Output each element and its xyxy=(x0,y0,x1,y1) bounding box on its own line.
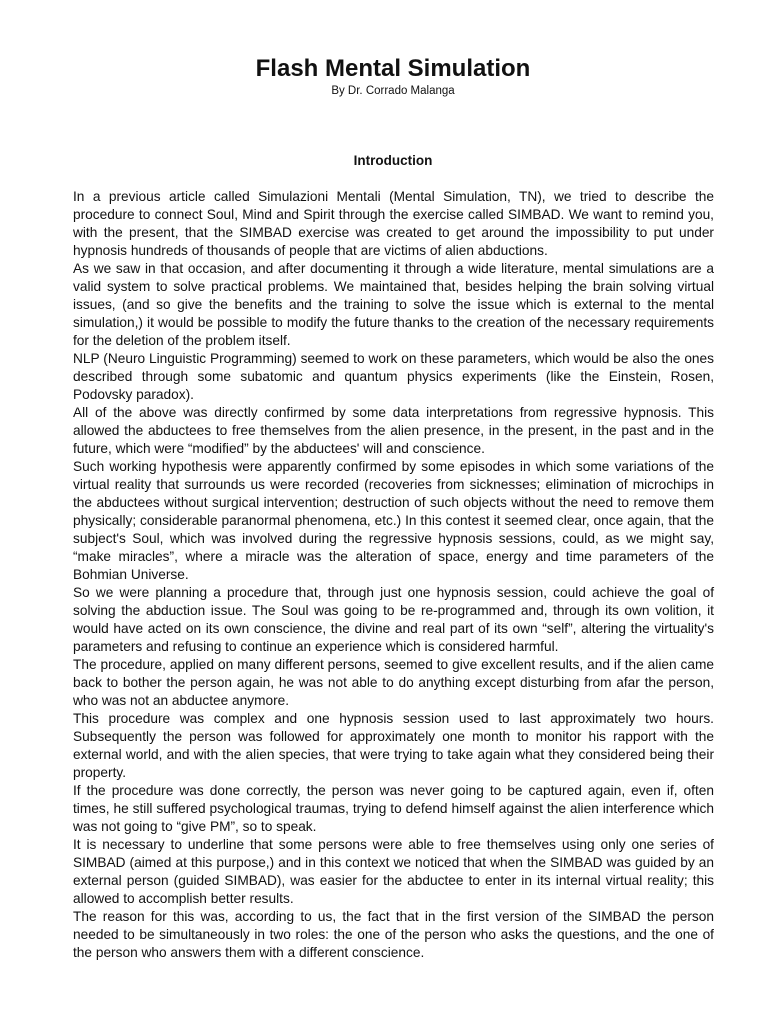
paragraph: NLP (Neuro Linguistic Programming) seemed to work on these parameters, which would be also the ones described through some subatomic and quantum physics experiments (like the Einstein, Rosen, Podovsky paradox). xyxy=(73,351,714,402)
paragraph: The procedure, applied on many different persons, seemed to give excellent results, and if the alien came back to bother the person again, he was not able to do anything except disturbing from afar the person, who was not an abductee anymore. xyxy=(73,657,714,708)
paragraph: If the procedure was done correctly, the person was never going to be captured again, even if, often times, he still suffered psychological traumas, trying to defend himself against the alien interference which was not going to “give PM”, so to speak. xyxy=(73,783,714,834)
paragraph: The reason for this was, according to us, the fact that in the first version of the SIMBAD the person needed to be simultaneously in two roles: the one of the person who asks the questions, and the one of the person who answers them with a different conscience. xyxy=(73,909,714,960)
paragraph: In a previous article called Simulazioni Mentali (Mental Simulation, TN), we tried to describe the procedure to connect Soul, Mind and Spirit through the exercise called SIMBAD. We want to remind you, with the present, that the SIMBAD exercise was created to get around the impossibility to put under hypnosis hundreds of thousands of people that are victims of alien abductions. xyxy=(73,189,714,258)
author-byline: By Dr. Corrado Malanga xyxy=(331,85,455,97)
paragraph: Such working hypothesis were apparently confirmed by some episodes in which some variations of the virtual reality that surrounds us were recorded (recoveries from sicknesses; elimination of microchips in the abductees without surgical intervention; destruction of such objects without the need to remove them physically; considerable paranormal phenomena, etc.) In this contest it seemed clear, once again, that the subject's Soul, which was involved during the regressive hypnosis sessions, could, as we might say, “make miracles”, where a miracle was the alteration of space, energy and time parameters of the Bohmian Universe. xyxy=(73,459,714,582)
section-heading-introduction: Introduction xyxy=(353,153,433,168)
document-title: Flash Mental Simulation xyxy=(255,55,531,82)
paragraph: As we saw in that occasion, and after documenting it through a wide literature, mental simulations are a valid system to solve practical problems. We maintained that, besides helping the brain solving virtual issues, (and so give the benefits and the training to solve the issue which is external to the mental simulation,) it would be possible to modify the future thanks to the creation of the necessary requirements for the deletion of the problem itself. xyxy=(73,261,714,348)
paragraph: All of the above was directly confirmed by some data interpretations from regressive hypnosis. This allowed the abductees to free themselves from the alien presence, in the present, in the past and in the future, which were “modified” by the abductees' will and conscience. xyxy=(73,405,714,456)
paragraph: It is necessary to underline that some persons were able to free themselves using only one series of SIMBAD (aimed at this purpose,) and in this context we noticed that when the SIMBAD was guided by an external person (guided SIMBAD), was easier for the abductee to enter in its internal virtual reality; this allowed to accomplish better results. xyxy=(73,837,714,906)
paragraph: This procedure was complex and one hypnosis session used to last approximately two hours. Subsequently the person was followed for approximately one month to monitor his rapport with the external world, and with the alien species, that were trying to take again what they considered being their property. xyxy=(73,711,714,780)
body-text xyxy=(73,188,714,962)
paragraph: So we were planning a procedure that, through just one hypnosis session, could achieve the goal of solving the abduction issue. The Soul was going to be re-programmed and, through its own volition, it would have acted on its own conscience, the divine and real part of its own “self”, altering the virtuality's parameters and refusing to continue an experience which is considered harmful. xyxy=(73,585,714,654)
